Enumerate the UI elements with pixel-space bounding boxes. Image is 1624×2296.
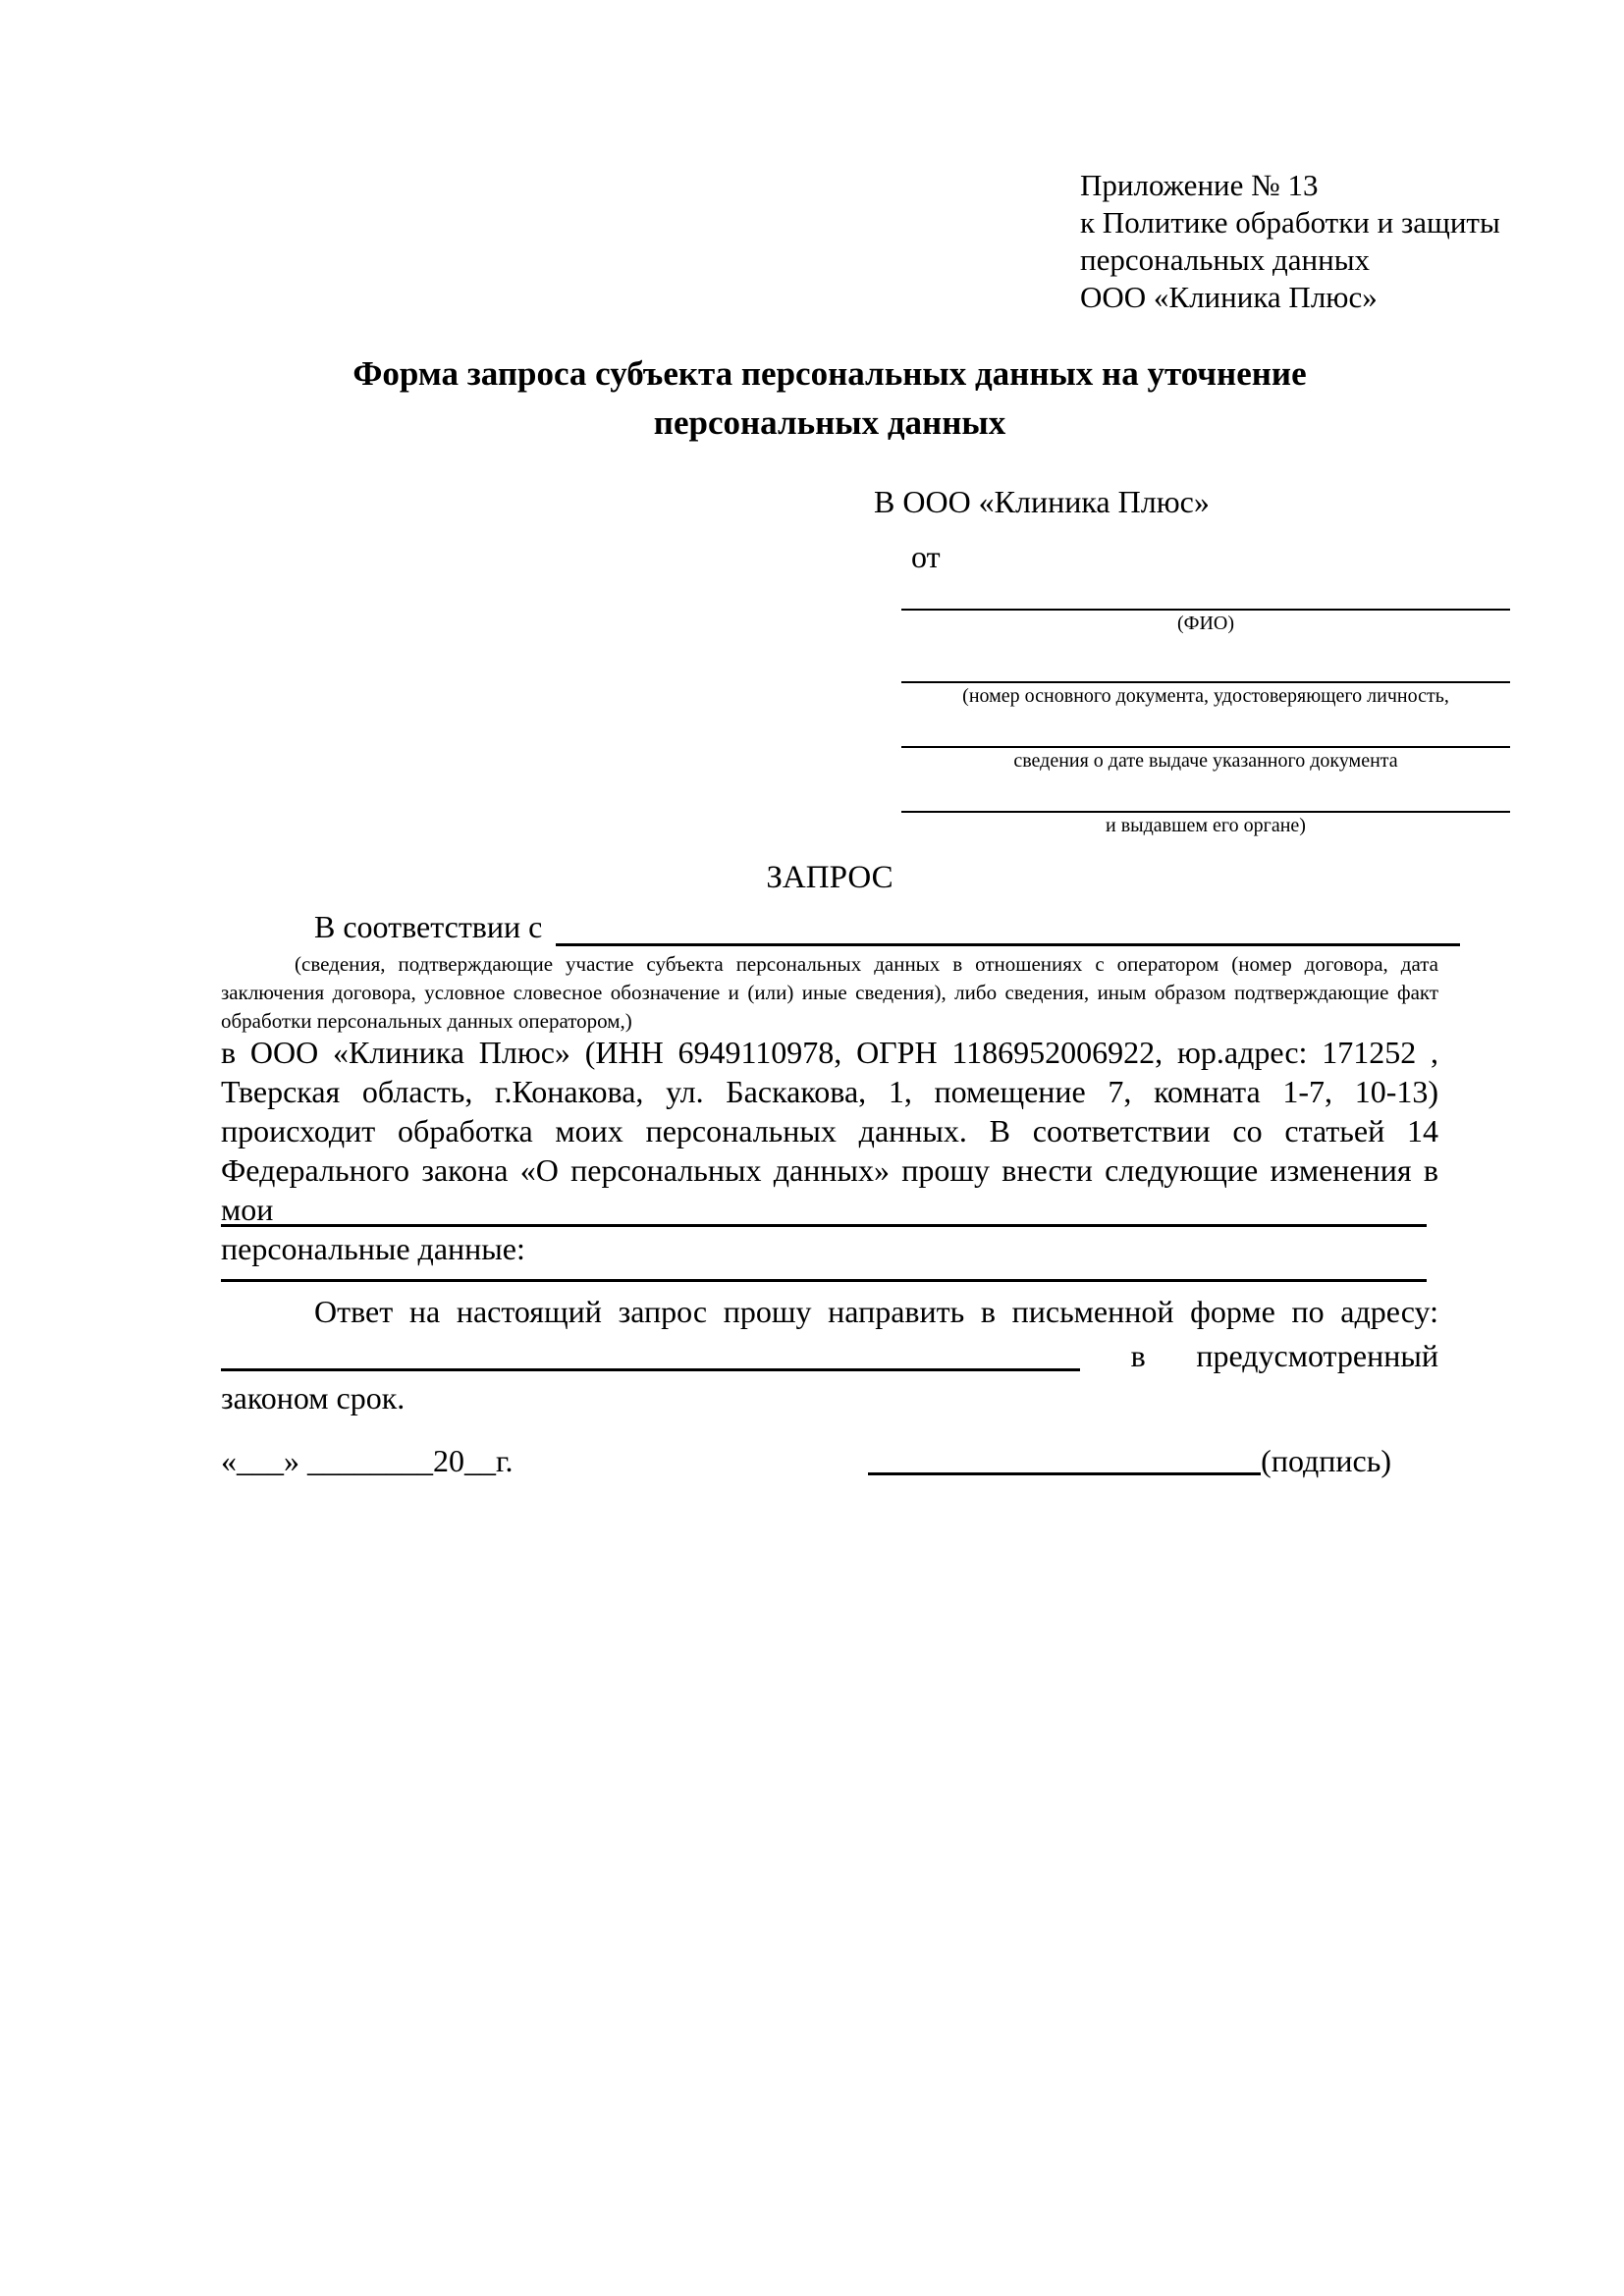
fio-caption: (ФИО)	[1176, 613, 1234, 634]
body-line: в ООО «Клиника Плюс» (ИНН 6949110978, ОГРН 1186952006922, юр.адрес: 171252 ,	[221, 1035, 1438, 1070]
addressee-block	[874, 483, 1512, 838]
explanatory-note	[221, 950, 1438, 1036]
note-line: обработки персональных данных оператором,)	[221, 1009, 632, 1033]
request-heading: ЗАПРОС	[766, 860, 893, 895]
masthead-line: Приложение № 13	[1080, 168, 1319, 202]
reply-paragraph-line: Ответ на настоящий запрос прошу направить в письменной форме по адресу:	[314, 1294, 1438, 1329]
signature-blank-line[interactable]	[868, 1439, 1261, 1475]
changes-blank-line-2[interactable]	[221, 1279, 1427, 1282]
body-line: происходит обработка моих персональных данных. В соответствии со статьей 14	[221, 1113, 1438, 1148]
issuing-authority-blank-line[interactable]	[901, 774, 1510, 813]
masthead	[1080, 167, 1500, 316]
document-title	[221, 349, 1438, 448]
note-line: (сведения, подтверждающие участие субъекта персональных данных в отношениях с оператором (номер договора, дата	[295, 952, 1438, 976]
signature-group	[868, 1439, 1391, 1480]
lead-in-text: В соответствии с	[314, 909, 543, 944]
date-signature-row	[221, 1439, 1438, 1480]
document-number-blank-line[interactable]	[901, 636, 1510, 683]
addressee-to: В ООО «Клиника Плюс»	[874, 484, 1210, 519]
issuing-authority-caption: и выдавшем его органе)	[1106, 815, 1306, 836]
fio-blank-line[interactable]	[901, 575, 1510, 611]
reply-paragraph-end: законом срок.	[221, 1380, 406, 1415]
document-title-line: Форма запроса субъекта персональных данных на уточнение	[352, 354, 1307, 393]
addressee-from-label: от	[911, 539, 941, 574]
note-line: заключения договора, условное словесное обозначение и (или) иные сведения), либо сведения, иным образом подтверждающие факт	[221, 981, 1438, 1004]
lead-in-row	[221, 907, 1460, 946]
date-blank-text[interactable]: «___» ________20__г.	[221, 1443, 514, 1478]
issue-date-blank-line[interactable]	[901, 709, 1510, 748]
address-blank-line[interactable]	[221, 1335, 1080, 1371]
reply-word: в	[1130, 1338, 1146, 1373]
document-number-caption: (номер основного документа, удостоверяющего личность,	[962, 685, 1449, 707]
issue-date-caption: сведения о дате выдаче указанного документа	[1013, 750, 1398, 772]
basis-blank-line[interactable]	[556, 910, 1460, 946]
request-body	[221, 1033, 1438, 1268]
document-title-line: персональных данных	[653, 403, 1006, 442]
masthead-line: ООО «Клиника Плюс»	[1080, 280, 1378, 314]
changes-blank-line-1[interactable]	[221, 1224, 1427, 1227]
masthead-line: персональных данных	[1080, 242, 1371, 277]
body-line: Тверская область, г.Конакова, ул. Баскакова, 1, помещение 7, комната 1-7, 10-13)	[221, 1074, 1438, 1109]
reply-word: предусмотренный	[1196, 1338, 1438, 1373]
body-line: Федерального закона «О персональных данных» прошу внести следующие изменения в мои	[221, 1152, 1438, 1227]
reply-address-row	[221, 1335, 1438, 1375]
body-line: персональные данные:	[221, 1231, 525, 1266]
masthead-line: к Политике обработки и защиты	[1080, 205, 1500, 240]
signature-caption: (подпись)	[1261, 1443, 1391, 1478]
